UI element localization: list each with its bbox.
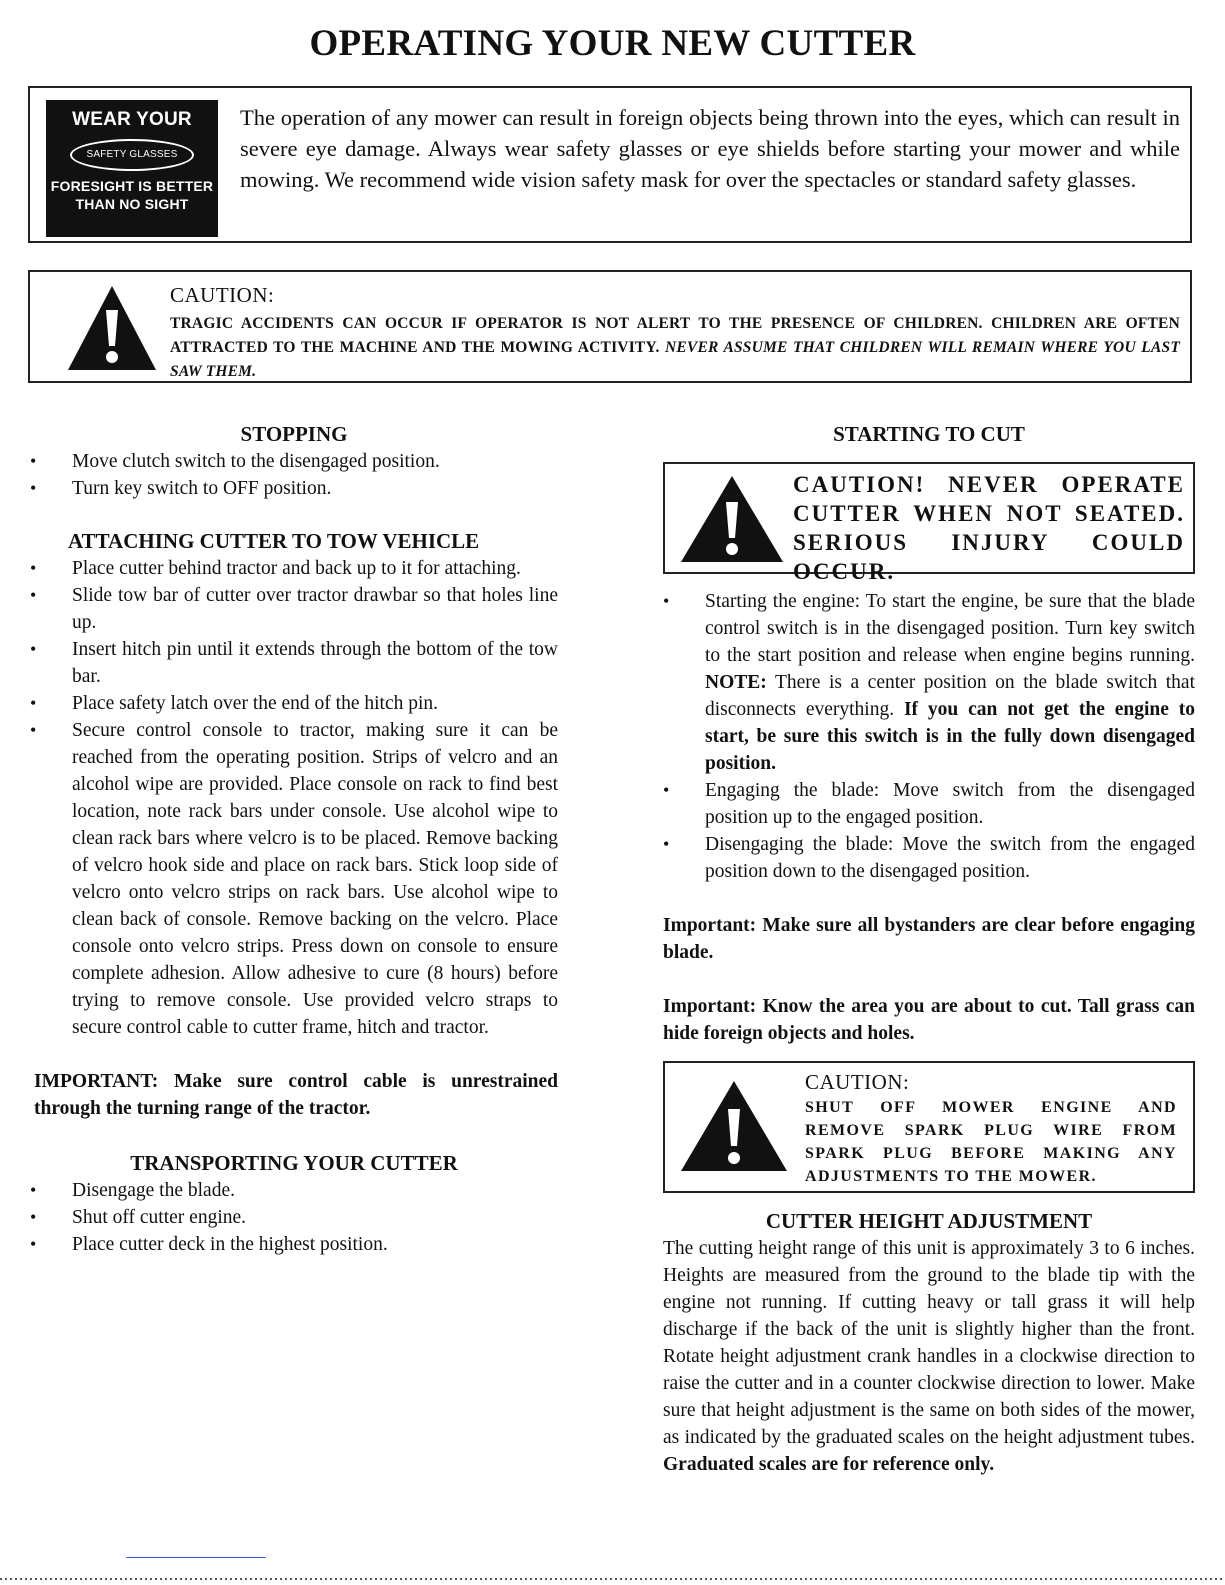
eye-warning-text: The operation of any mower can result in foreign objects being thrown into the eyes, which can result in severe eye damage. Always wear safety glasses or eye shields before starting your mower and while mowing. We recommend wide vision safety mask for over the spectacles or standard safety glasses. [240,105,1180,192]
list-item: • Disengaging the blade: Move the switch from the engaged position down to the disengaged position. [663,831,1195,885]
transporting-list [30,1177,558,1258]
warning-triangle-icon [66,284,158,372]
important-area-note: Important: Know the area you are about to cut. Tall grass can hide foreign objects and holes. [663,996,1195,1044]
safety-glasses-oval: SAFETY GLASSES [70,139,194,171]
list-item: • Engaging the blade: Move switch from the disengaged position up to the engaged position. [663,777,1195,831]
attaching-list [30,555,558,1041]
list-item: • Insert hitch pin until it extends through the bottom of the tow bar. [30,636,558,690]
height-adjustment-heading: CUTTER HEIGHT ADJUSTMENT [765,1209,1093,1233]
right-column [663,420,1195,1478]
caution-spark-box [663,1061,1195,1193]
warning-triangle-icon [679,1079,789,1173]
height-adjustment-text [663,1235,1195,1478]
note-text: There is a center position on the blade switch that disconnects everything. [705,672,1195,720]
starting-heading: STARTING TO CUT [833,422,1025,446]
caution-children-main: TRAGIC ACCIDENTS CAN OCCUR IF OPERATOR IS NOT ALERT TO THE PRESENCE OF CHILDREN. CHILDREN ARE OFTEN ATTRACTED TO THE MACHINE AND THE MOWING ACTIVITY. [170,315,1180,356]
note-label: NOTE: [705,672,767,693]
height-adjustment-body: The cutting height range of this unit is approximately 3 to 6 inches. Heights are measured from the ground to the blade tip with the engine not running. If cutting heavy or tall grass it will help discharge if the back of the unit is slightly higher than the front. Rotate height adjustment crank handles in a clockwise direction to raise the cutter and in a counter clockwise direction to lower. Make sure that height adjustment is the same on both sides of the mower, as indicated by the graduated scales on the height adjustment tubes. [663,1238,1195,1448]
caution-label: CAUTION: [805,1070,910,1094]
list-item: • Place cutter behind tractor and back up to it for attaching. [30,555,558,582]
eye-safety-box [28,86,1192,243]
stopping-heading: STOPPING [240,422,348,446]
list-item: • Secure control console to tractor, making sure it can be reached from the operating position. Strips of velcro and an alcohol wipe are provided. Place console on rack to find best location, note rack bars under console. Use alcohol wipe to clean rack bars where velcro is to be placed. Remove backing of velcro hook side and place on rack bars. Stick loop side of velcro onto velcro strips on rack bars. Use alcohol wipe to clean back of console. Remove backing on the velcro. Place console onto velcro strips. Press down on console to ensure complete adhesion. Allow adhesive to cure (8 hours) before trying to remove console. Use provided velcro straps to secure control cable to cutter frame, hitch and tractor. [30,717,558,1041]
important-bystanders-note: Important: Make sure all bystanders are clear before engaging blade. [663,915,1195,963]
important-cable-note: IMPORTANT: Make sure control cable is unrestrained through the turning range of the tractor. [34,1071,558,1119]
left-column [30,420,558,1258]
caution-seated-box [663,462,1195,584]
warning-triangle-icon [679,474,785,564]
starting-list [663,588,1195,885]
caution-children-text [170,312,1180,384]
caution-label: CAUTION: [170,283,275,307]
caution-seated-text: CAUTION! NEVER OPERATE CUTTER WHEN NOT SEATED. SERIOUS INJURY COULD OCCUR. [793,472,1185,584]
badge-bottom-line2: THAN NO SIGHT [75,196,189,212]
safety-glasses-badge [46,100,218,237]
list-item: • Slide tow bar of cutter over tractor drawbar so that holes line up. [30,582,558,636]
caution-children-italic: NEVER ASSUME THAT CHILDREN WILL REMAIN WHERE YOU LAST SAW THEM. [170,339,1180,380]
list-item: • Place safety latch over the end of the hitch pin. [30,690,558,717]
attaching-heading: ATTACHING CUTTER TO TOW VEHICLE [68,529,480,553]
height-adjustment-bold: Graduated scales are for reference only. [663,1454,995,1475]
caution-children-box [28,270,1192,383]
list-item: • Disengage the blade. [30,1177,558,1204]
transporting-heading: TRANSPORTING YOUR CUTTER [130,1151,458,1175]
starting-engine-text: Starting the engine: To start the engine, be sure that the blade control switch is in the disengaged position. Turn key switch to the start position and release when engine begins running. [705,591,1195,666]
bottom-dotted-divider [0,1578,1225,1580]
list-item: • Turn key switch to OFF position. [30,475,558,502]
badge-bottom-line1: FORESIGHT IS BETTER [50,178,214,194]
list-item: • Shut off cutter engine. [30,1204,558,1231]
page-title: OPERATING YOUR NEW CUTTER [309,23,916,64]
list-item: • Move clutch switch to the disengaged position. [30,448,558,475]
badge-top-text: WEAR YOUR [72,109,192,130]
list-item [663,588,1195,777]
stopping-list [30,448,558,502]
switch-warning: If you can not get the engine to start, be sure this switch is in the fully down disengaged position. [705,699,1196,774]
list-item: • Place cutter deck in the highest position. [30,1231,558,1258]
caution-spark-text: SHUT OFF MOWER ENGINE AND REMOVE SPARK PLUG WIRE FROM SPARK PLUG BEFORE MAKING ANY ADJUSTMENTS TO THE MOWER. [805,1099,1177,1185]
bottom-link-underline [126,1557,266,1558]
